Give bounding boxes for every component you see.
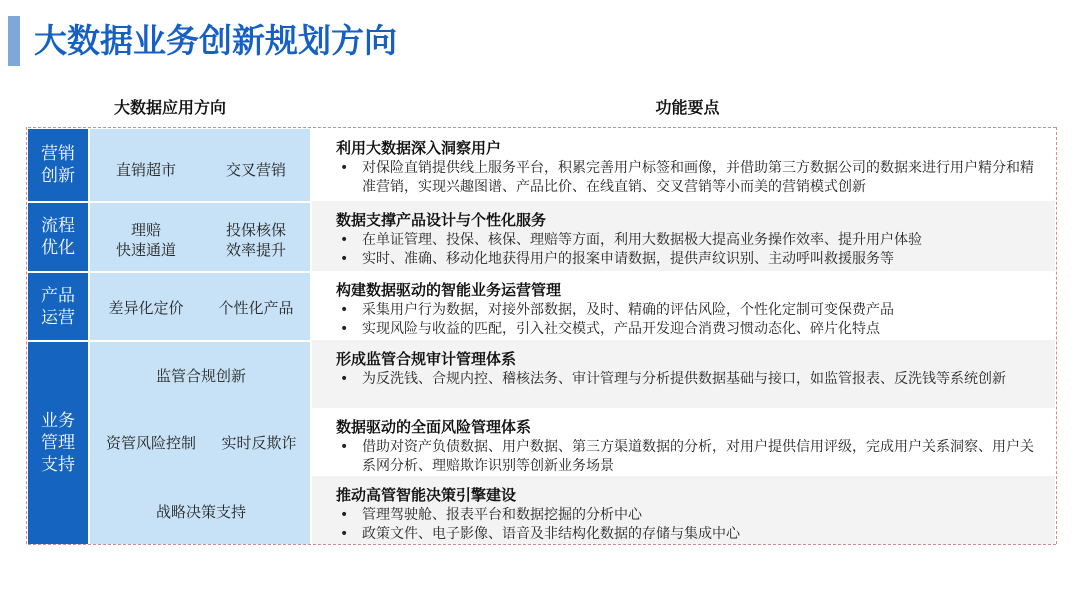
title-accent-bar bbox=[8, 16, 20, 66]
frame-top-border bbox=[28, 127, 1056, 128]
point-block-6 bbox=[312, 476, 1055, 544]
point-block-5 bbox=[312, 408, 1055, 476]
category-process bbox=[28, 203, 88, 271]
sub-direction-column bbox=[90, 129, 310, 544]
point-item: • 采集用户行为数据，对接外部数据，及时、精确的评估风险，个性化定制可变保费产品 bbox=[336, 301, 1044, 320]
frame-right-border bbox=[1056, 127, 1057, 544]
point-block-2 bbox=[312, 201, 1055, 271]
category-label-line: 优化 bbox=[41, 238, 75, 258]
category-label-line: 创新 bbox=[41, 166, 75, 186]
sub-strategic-decision: 战略决策支持 bbox=[155, 503, 246, 521]
page-title: 大数据业务创新规划方向 bbox=[34, 21, 397, 60]
sub-realtime-antifraud: 实时反欺诈 bbox=[221, 434, 297, 452]
point-item: • 借助对资产负债数据、用户数据、第三方渠道数据的分析，对用户提供信用评级，完成用户关系洞察、用户关系网分析、理赔欺诈识别等创新业务场景 bbox=[336, 438, 1044, 476]
point-block-3 bbox=[312, 271, 1055, 340]
point-block-4 bbox=[312, 340, 1055, 408]
sub-asset-risk-control: 资管风险控制 bbox=[105, 434, 196, 452]
sub-label-line: 理赔 bbox=[130, 221, 161, 239]
point-heading: 数据支撑产品设计与个性化服务 bbox=[336, 211, 547, 229]
right-column-header: 功能要点 bbox=[655, 98, 720, 117]
sub-claims-fast-track bbox=[92, 220, 200, 260]
point-heading: 构建数据驱动的智能业务运营管理 bbox=[336, 281, 562, 299]
point-item: • 为反洗钱、合规内控、稽核法务、审计管理与分析提供数据基础与接口，如监管报表、反洗钱等系统创新 bbox=[336, 370, 1044, 389]
point-heading: 推动高管智能决策引擎建设 bbox=[336, 486, 517, 504]
category-label-line: 支持 bbox=[41, 455, 75, 475]
frame-bottom-border bbox=[28, 544, 1056, 545]
sub-regulatory-compliance: 监管合规创新 bbox=[155, 367, 246, 385]
row-divider bbox=[90, 271, 310, 273]
sub-label-line: 投保核保 bbox=[225, 221, 286, 239]
sub-differential-pricing: 差异化定价 bbox=[108, 299, 184, 317]
sub-cross-marketing: 交叉营销 bbox=[225, 161, 286, 179]
category-label-line: 业务 bbox=[41, 411, 75, 431]
category-management bbox=[28, 342, 88, 544]
sub-personalized-product: 个性化产品 bbox=[218, 299, 294, 317]
point-item: • 实时、准确、移动化地获得用户的报案申请数据，提供声纹识别、主动呼叫救援服务等 bbox=[336, 250, 1044, 269]
sub-label-line: 快速通道 bbox=[115, 241, 176, 259]
category-marketing bbox=[28, 129, 88, 201]
point-heading: 数据驱动的全面风险管理体系 bbox=[336, 418, 532, 436]
point-item: • 对保险直销提供线上服务平台，积累完善用户标签和画像，并借助第三方数据公司的数据来进行用户精分和精准营销，实现兴趣图谱、产品比价、在线直销、交叉营销等小而美的营销模式创新 bbox=[336, 159, 1044, 197]
point-item: • 政策文件、电子影像、语音及非结构化数据的存储与集成中心 bbox=[336, 525, 1044, 544]
category-label-line: 运营 bbox=[41, 307, 75, 328]
row-divider bbox=[90, 340, 310, 342]
point-heading: 利用大数据深入洞察用户 bbox=[336, 139, 502, 157]
row-divider bbox=[90, 201, 310, 203]
category-label-line: 营销 bbox=[41, 144, 75, 164]
sub-label-line: 效率提升 bbox=[225, 241, 286, 259]
point-item: • 实现风险与收益的匹配，引入社交模式，产品开发迎合消费习惯动态化、碎片化特点 bbox=[336, 320, 1044, 339]
point-block-1 bbox=[312, 129, 1055, 201]
frame-left-border bbox=[26, 127, 27, 544]
sub-direct-supermarket: 直销超市 bbox=[115, 161, 176, 179]
point-heading: 形成监管合规审计管理体系 bbox=[336, 350, 517, 368]
sub-underwriting-efficiency bbox=[202, 220, 310, 260]
point-item: • 管理驾驶舱、报表平台和数据挖掘的分析中心 bbox=[336, 506, 1044, 525]
category-label-line: 管理 bbox=[41, 433, 75, 453]
category-label-line: 流程 bbox=[41, 216, 75, 236]
category-label-line: 产品 bbox=[41, 285, 75, 306]
point-item: • 在单证管理、投保、核保、理赔等方面，利用大数据极大提高业务操作效率、提升用户体验 bbox=[336, 231, 1044, 250]
left-column-header: 大数据应用方向 bbox=[113, 98, 226, 117]
category-product bbox=[28, 273, 88, 340]
